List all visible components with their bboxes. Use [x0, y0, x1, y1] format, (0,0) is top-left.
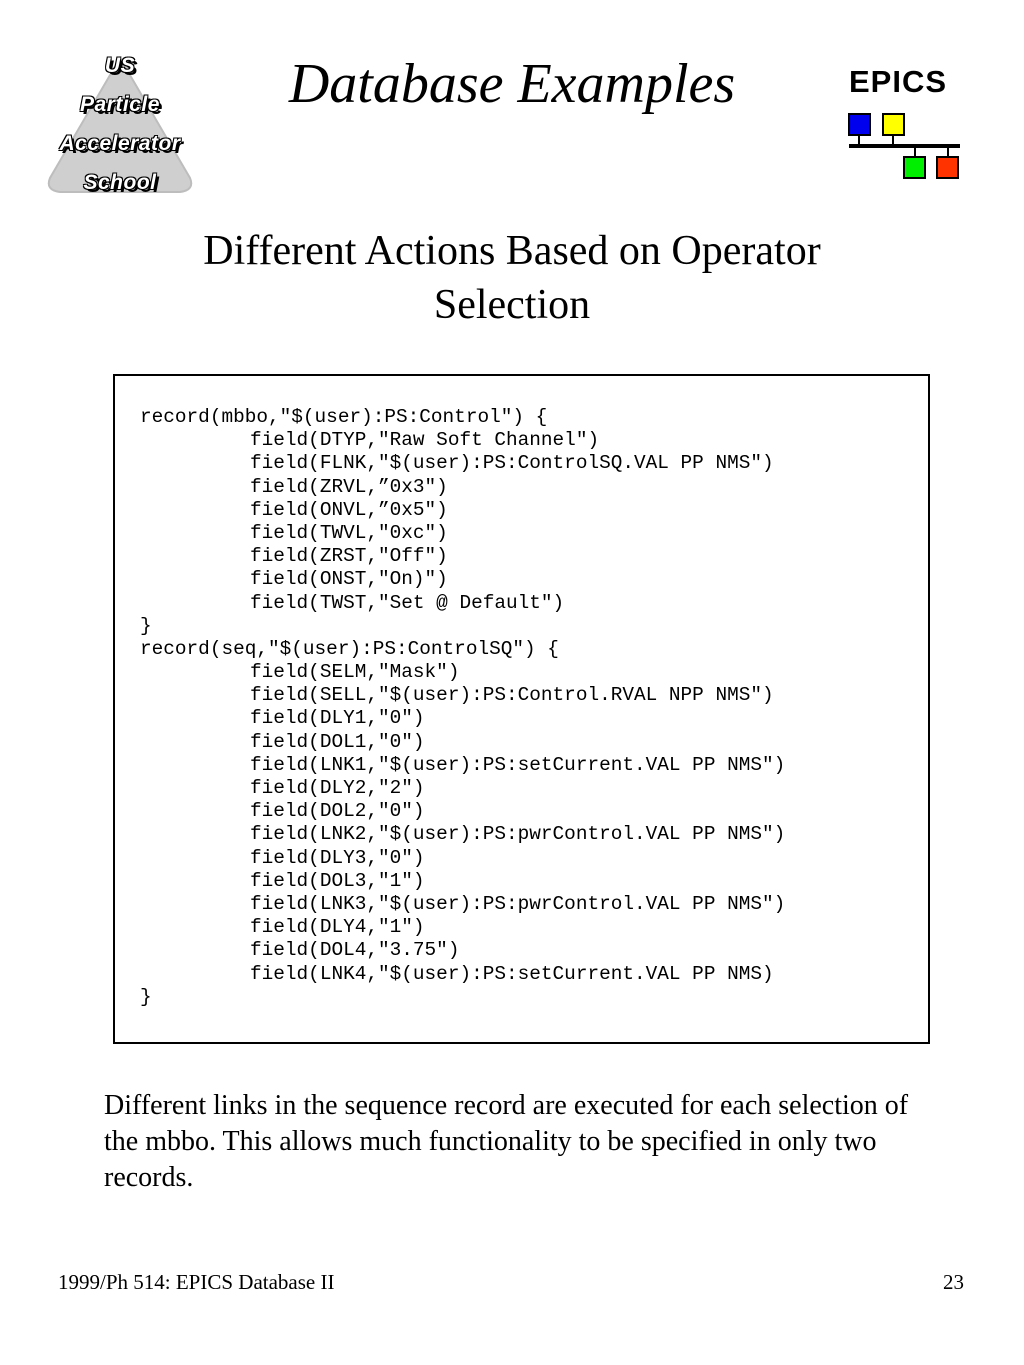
logo-word-2: Particle	[80, 93, 160, 116]
footer-course: 1999/Ph 514: EPICS Database II	[58, 1270, 335, 1294]
code-line: field(DLY2,"2")	[250, 777, 425, 799]
code-line: field(LNK4,"$(user):PS:setCurrent.VAL PP NMS)	[250, 962, 774, 985]
code-line: field(TWST,"Set @ Default")	[250, 591, 565, 614]
logo-square-blue	[849, 114, 870, 135]
subtitle-line-1: Different Actions Based on Operator	[203, 228, 821, 274]
code-line: field(LNK1,"$(user):PS:setCurrent.VAL PP NMS")	[250, 753, 786, 776]
logo-square-green	[904, 157, 925, 178]
code-line: field(SELM,"Mask")	[250, 661, 460, 684]
code-line: }	[140, 985, 152, 1008]
epics-network-icon	[846, 64, 966, 184]
code-line: record(seq,"$(user):PS:ControlSQ") {	[140, 637, 559, 660]
code-line: }	[140, 614, 152, 637]
code-line: field(DOL4,"3.75")	[250, 939, 460, 962]
slide-subtitle	[60, 224, 964, 332]
code-line: field(ONVL,”0x5")	[250, 498, 448, 521]
code-line: field(LNK3,"$(user):PS:pwrControl.VAL PP NMS")	[250, 892, 786, 915]
page-number: 23	[943, 1270, 964, 1294]
code-line: field(DLY4,"1")	[250, 916, 425, 939]
slide-title: Database Examples	[288, 53, 736, 115]
code-line: field(TWVL,"0xc")	[250, 521, 448, 544]
epics-logo-text: EPICS	[849, 64, 948, 99]
code-line: field(DTYP,"Raw Soft Channel")	[250, 429, 600, 452]
code-line: field(LNK2,"$(user):PS:pwrControl.VAL PP NMS")	[250, 823, 786, 846]
code-line: field(DOL3,"1")	[250, 869, 425, 892]
code-line: field(FLNK,"$(user):PS:ControlSQ.VAL PP NMS")	[250, 452, 774, 475]
logo-square-red	[937, 157, 958, 178]
code-box	[113, 374, 930, 1044]
logo-square-yellow	[883, 114, 904, 135]
epics-logo	[846, 64, 966, 184]
code-line: field(DLY1,"0")	[250, 707, 425, 730]
code-line: record(mbbo,"$(user):PS:Control") {	[140, 406, 548, 428]
logo-word-4: School	[83, 171, 157, 194]
logo-word-1: US	[104, 54, 136, 77]
code-listing	[140, 406, 785, 1009]
code-line: field(ONST,"On)")	[250, 568, 448, 591]
logo-word-3: Accelerator	[59, 132, 181, 155]
code-line: field(DOL1,"0")	[250, 730, 425, 753]
code-line: field(ZRVL,”0x3")	[250, 475, 448, 498]
description-text: Different links in the sequence record are executed for each selection of the mbbo. This allows much functionality to be specified in only two records.	[104, 1090, 909, 1193]
code-line: field(DLY3,"0")	[250, 846, 425, 869]
code-line: field(DOL2,"0")	[250, 800, 425, 823]
code-line: field(SELL,"$(user):PS:Control.RVAL NPP NMS")	[250, 684, 774, 707]
subtitle-line-2: Selection	[433, 282, 591, 328]
code-line: field(ZRST,"Off")	[250, 545, 448, 568]
